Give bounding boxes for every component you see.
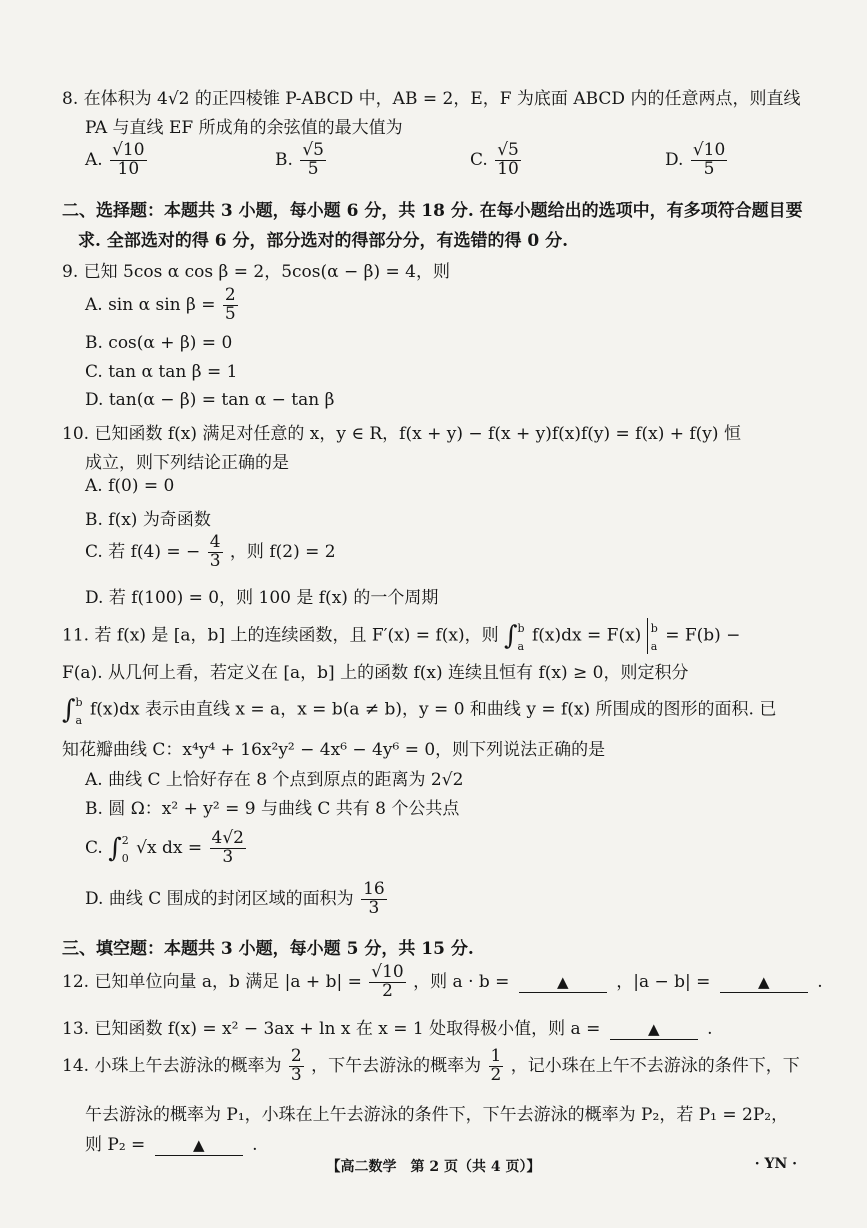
q9-stem: 9. 已知 5cos α cos β = 2，5cos(α − β) = 4，则 — [62, 262, 450, 282]
q8-stem-line1: 8. 在体积为 4√2 的正四棱锥 P-ABCD 中，AB = 2，E，F 为底面 ABCD 内的任意两点，则直线 — [62, 89, 801, 109]
q10-option-c: C. 若 f(4) = − $\frac{4}{3}$ ，则 f(2) = 2 — [85, 532, 336, 571]
q11-option-a: A. 曲线 C 上恰好存在 8 个点到原点的距离为 2√2 — [85, 770, 464, 790]
triangle-icon: ▲ — [758, 972, 770, 991]
q10-option-b: B. f(x) 为奇函数 — [85, 510, 211, 530]
q9-option-a: A. sin α sin β = $\frac{2}{5}$ — [85, 285, 236, 324]
answer-blank[interactable] — [155, 1135, 243, 1156]
q8-option-a: A. $\frac{√10}{10}$ — [85, 140, 145, 179]
q10-option-a: A. f(0) = 0 — [85, 476, 175, 496]
q11-stem-line4: 知花瓣曲线 C：x⁴y⁴ + 16x²y² − 4x⁶ − 4y⁶ = 0，则下列说法正确的是 — [62, 740, 606, 760]
q12: 12. 已知单位向量 a，b 满足 |a + b| = $\frac{√10}{2}$ ，则 a · b = ▲ ，|a − b| = ▲ . — [62, 962, 823, 1001]
integral-sign: ∫ — [62, 695, 76, 725]
q11-stem-line3: ∫ b a f(x)dx 表示由直线 x = a，x = b(a ≠ b)，y = 0 和曲线 y = f(x) 所围成的图形的面积. 已 — [62, 695, 777, 727]
section2-heading-line1: 二、选择题：本题共 3 小题，每小题 6 分，共 18 分. 在每小题给出的选项中，有多项符合题目要 — [62, 201, 803, 221]
q14-line1: 14. 小珠上午去游泳的概率为 $\frac{2}{3}$ ，下午去游泳的概率为 $\frac{1}{2}$ ，记小珠在上午不去游泳的条件下，下 — [62, 1046, 800, 1085]
q11-option-b: B. 圆 Ω：x² + y² = 9 与曲线 C 共有 8 个公共点 — [85, 799, 460, 819]
answer-blank[interactable] — [610, 1019, 698, 1040]
answer-blank[interactable] — [720, 972, 808, 993]
q10-option-d: D. 若 f(100) = 0，则 100 是 f(x) 的一个周期 — [85, 588, 439, 608]
q8-option-d: D. $\frac{√10}{5}$ — [665, 140, 726, 179]
integral-sign: ∫ — [108, 833, 122, 864]
footer-code: · YN · — [754, 1156, 797, 1172]
q8-option-c: C. $\frac{√5}{10}$ — [470, 140, 519, 179]
q11-stem-line2: F(a). 从几何上看，若定义在 [a，b] 上的函数 f(x) 连续且恒有 f(x) ≥ 0，则定积分 — [62, 663, 689, 683]
q8-stem-line2: PA 与直线 EF 所成角的余弦值的最大值为 — [85, 118, 403, 138]
page-footer: 【高二数学 第 2 页（共 4 页）】 — [326, 1159, 541, 1175]
section2-heading-line2: 求. 全部选对的得 6 分，部分选对的得部分分，有选错的得 0 分. — [78, 231, 569, 251]
q9-option-c: C. tan α tan β = 1 — [85, 362, 238, 382]
triangle-icon: ▲ — [557, 972, 569, 991]
q10-stem-line2: 成立，则下列结论正确的是 — [85, 453, 289, 473]
q10-stem-line1: 10. 已知函数 f(x) 满足对任意的 x，y ∈ R，f(x + y) − f(x + y)f(x)f(y) = f(x) + f(y) 恒 — [62, 424, 741, 444]
q9-option-d: D. tan(α − β) = tan α − tan β — [85, 390, 335, 410]
triangle-icon: ▲ — [647, 1020, 660, 1038]
integral-sign: ∫ — [504, 621, 518, 651]
q13: 13. 已知函数 f(x) = x² − 3ax + ln x 在 x = 1 处取得极小值，则 a = ▲ . — [62, 1019, 713, 1039]
section3-heading: 三、填空题：本题共 3 小题，每小题 5 分，共 15 分. — [62, 939, 474, 959]
q11-stem-line1: 11. 若 f(x) 是 [a，b] 上的连续函数，且 F′(x) = f(x)，则 ∫ b a f(x)dx = F(x) b a = F(b) − — [62, 618, 740, 654]
q14-line3: 则 P₂ = ▲ . — [85, 1135, 258, 1155]
q14-line2: 午去游泳的概率为 P₁，小珠在上午去游泳的条件下，下午去游泳的概率为 P₂，若 P₁ = 2P₂， — [85, 1105, 789, 1125]
q11-option-c: C. ∫ 2 0 √x dx = $\frac{4√2}{3}$ — [85, 828, 244, 867]
q11-option-d: D. 曲线 C 围成的封闭区域的面积为 $\frac{16}{3}$ — [85, 879, 385, 918]
q8-option-b: B. $\frac{√5}{5}$ — [275, 140, 324, 179]
q9-option-b: B. cos(α + β) = 0 — [85, 333, 233, 353]
triangle-icon: ▲ — [192, 1136, 205, 1154]
answer-blank[interactable] — [519, 972, 607, 993]
